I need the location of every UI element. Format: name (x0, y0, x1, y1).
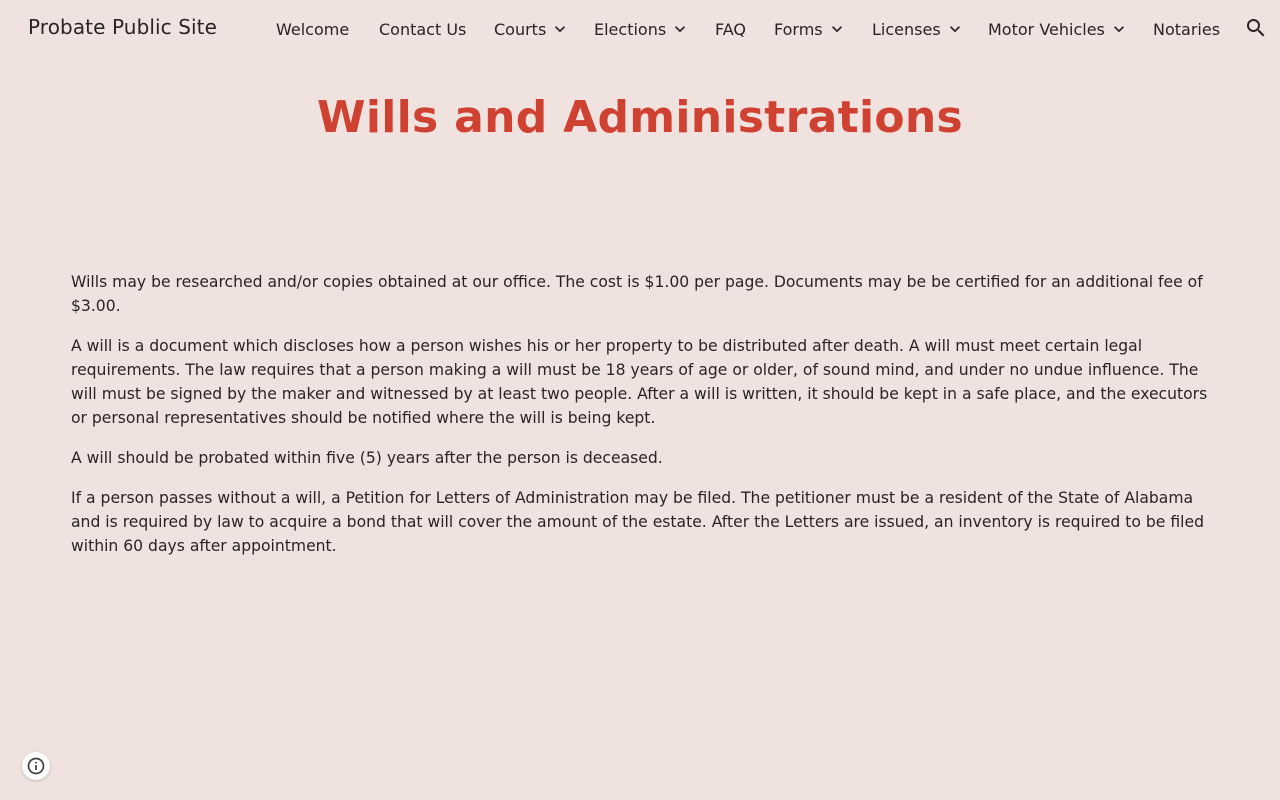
chevron-down-icon[interactable] (670, 19, 690, 39)
nav-label: Forms (774, 19, 823, 39)
nav-item-faq[interactable] (715, 17, 746, 41)
chevron-down-icon[interactable] (945, 19, 965, 39)
nav-label: Elections (594, 19, 667, 39)
nav-item-courts[interactable] (494, 17, 570, 41)
search-icon (1244, 16, 1268, 40)
nav-item-welcome[interactable] (276, 17, 349, 41)
nav-item-motor-vehicles[interactable] (988, 17, 1129, 41)
nav-item-licenses[interactable] (872, 17, 965, 41)
paragraph-will-definition: A will is a document which discloses how a person wishes his or her property to be distributed after death. A will must meet certain legal requirements. The law requires that a person making a will must be 18 years of age or older, of sound mind, and under no undue influence. The will must be signed by the maker and witnessed by at least two people. After a will is written, it should be kept in a safe place, and the executors or personal representatives should be notified where the will is being kept. (71, 337, 1208, 427)
nav-label: Courts (494, 19, 547, 39)
paragraph-probate-deadline: A will should be probated within five (5) years after the person is deceased. (71, 449, 663, 467)
nav-item-contact-us[interactable] (379, 17, 466, 41)
nav-label: Motor Vehicles (988, 19, 1105, 39)
nav-item-notaries[interactable] (1153, 17, 1220, 41)
site-info-button[interactable] (22, 752, 50, 780)
nav-label: Welcome (276, 19, 350, 39)
chevron-down-icon[interactable] (550, 19, 570, 39)
site-title[interactable]: Probate Public Site (28, 15, 218, 39)
page-title: Wills and Administrations (317, 92, 963, 143)
paragraph-fees: Wills may be researched and/or copies obtained at our office. The cost is $1.00 per page. Documents may be be certified for an additional fee of $3.00. (71, 273, 1203, 315)
info-icon (26, 756, 46, 776)
nav-label: FAQ (715, 19, 746, 39)
main-content (71, 270, 1211, 574)
search-button[interactable] (1244, 16, 1268, 40)
nav-item-forms[interactable] (774, 17, 847, 41)
paragraph-administration: If a person passes without a will, a Petition for Letters of Administration may be filed. The petitioner must be a resident of the State of Alabama and is required by law to acquire a bond that will cover the amount of the estate. After the Letters are issued, an inventory is required to be filed within 60 days after appointment. (71, 489, 1204, 555)
nav-label: Notaries (1153, 19, 1221, 39)
nav-item-elections[interactable] (594, 17, 690, 41)
chevron-down-icon[interactable] (827, 19, 847, 39)
nav-label: Licenses (872, 19, 941, 39)
site-header (0, 0, 1280, 56)
nav-label: Contact Us (379, 19, 467, 39)
chevron-down-icon[interactable] (1109, 19, 1129, 39)
